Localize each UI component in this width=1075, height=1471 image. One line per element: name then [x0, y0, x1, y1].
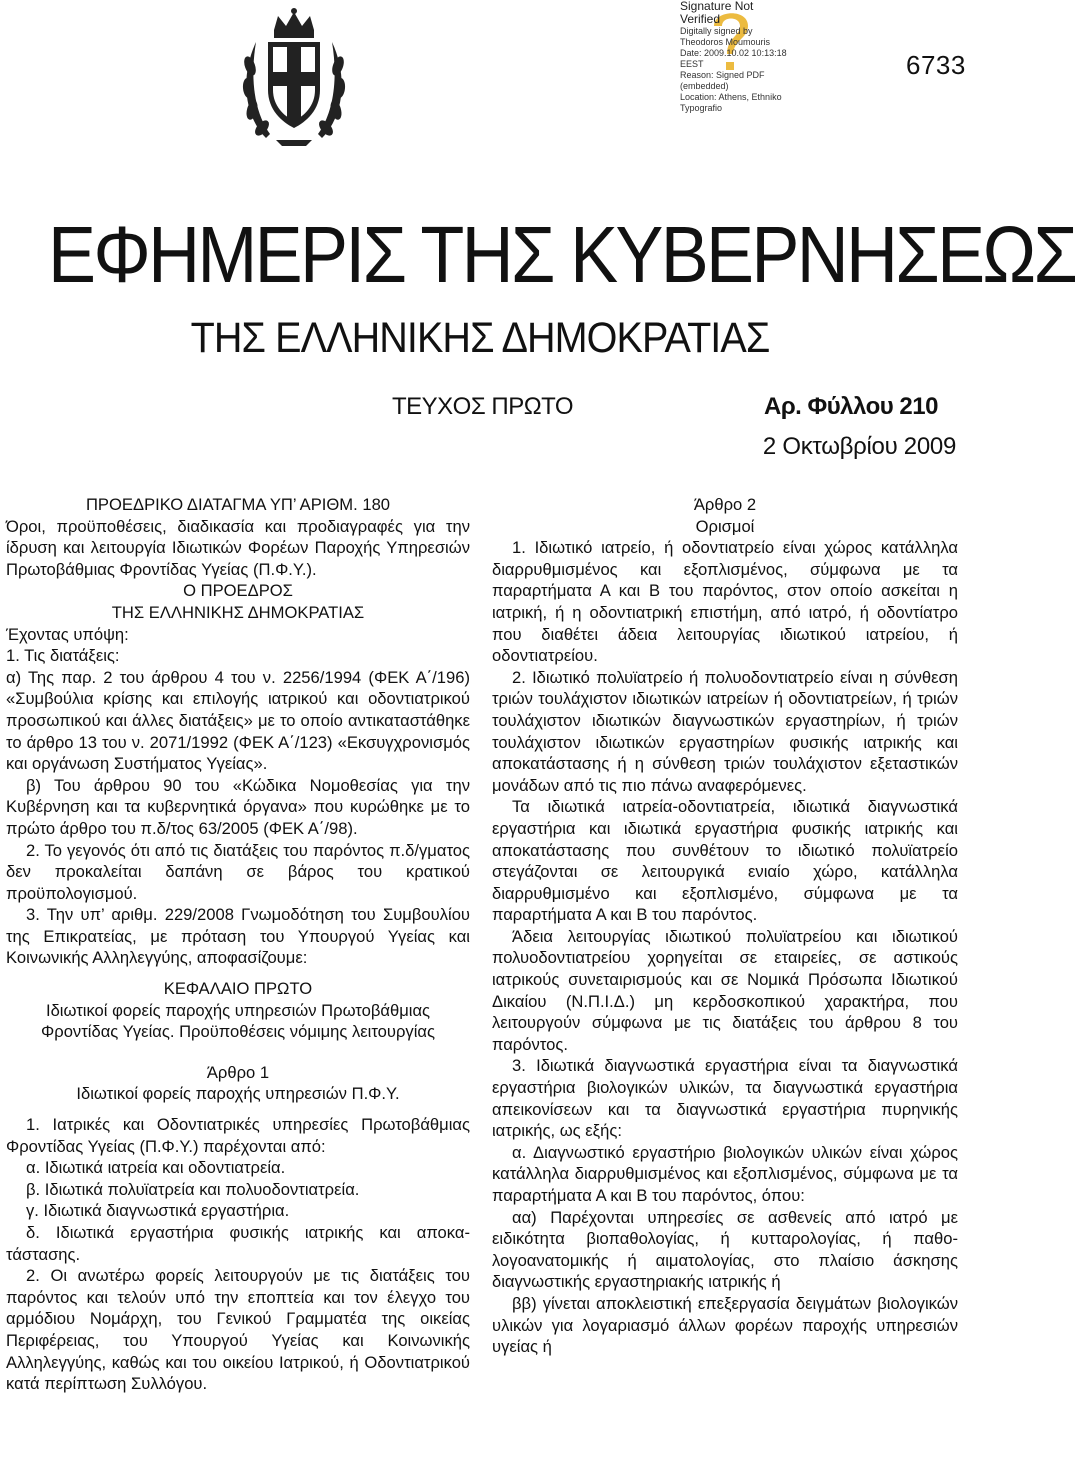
article-heading: Άρθρο 2	[693, 495, 757, 514]
signature-line: EEST	[680, 59, 704, 69]
paragraph: Άδεια λειτουργίας ιδιωτικού πολυϊατρείου και ιδιωτικού πολυοδοντιατρείου χορηγείται σε εταιρείες, σε αστικούς ιατρικούς συνεταιρισμούς και σε Νομικά Πρόσωπα Ιδιωτικού Δικαίου (Ν.Π.Ι.Δ.) μη κερδοσκοπικού χαρακτήρα, που λειτουργούν σύμφωνα με τις διατάξεις του άρθρου 8 του παρόντος.	[492, 926, 958, 1054]
signature-line: Digitally signed by	[680, 26, 753, 36]
issue-date: 2 Οκτωβρίου 2009	[762, 433, 956, 460]
paragraph: 2. Το γεγονός ότι από τις διατάξεις του παρόντος π.δ/γματος δεν προκαλείται δαπάνη σε βάρος του κρατικού προϋπολογισμού.	[6, 840, 470, 903]
page-number: 6733	[906, 50, 966, 80]
decree-title: Όροι, προϋποθέσεις, διαδικασία και προδιαγραφές για την ίδρυση και λειτουργία Ιδιωτικών Φορέων Παροχής Υπηρεσιών Πρωτοβάθμιας Φροντίδας Υγείας (Π.Φ.Υ.).	[6, 516, 470, 579]
paragraph: 1. Ιατρικές και Οδοντιατρικές υπηρεσίες Πρωτοβάθμιας Φροντίδας Υγείας (Π.Φ.Υ.) παρέχονται από:	[6, 1115, 470, 1156]
masthead-title: ΕΦΗΜΕΡΙΣ ΤΗΣ ΚΥΒΕΡΝΗΣΕΩΣ	[48, 210, 1075, 299]
paragraph: 2. Οι ανωτέρω φορείς λειτουργούν με τις διατάξεις του παρόντος και τελούν υπό την εποπτεία και τον έλεγχο του αρμόδιου Νομάρχη, του Γενικού Γραμματέα της οικείας Περιφέρειας, του Υπουργού Υγείας και Κοινωνικής Αλληλεγγύης, καθώς και του οικείου Ιατρικού, ή Οδοντιατρικού κατά περίπτωση Συλλόγου.	[6, 1266, 470, 1394]
president-heading: Ο ΠΡΟΕΔΡΟΣ	[183, 581, 293, 601]
paragraph: 3. Ιδιωτικά διαγνωστικά εργαστήρια είναι τα διαγνωστικά εργαστήρια βιολογικών υλικών, τα διαγνωστικά εργαστήρια απεικονίσεων και τα διαγνωστικά εργαστήρια πυρηνικής ιατρικής, ως εξής:	[492, 1056, 958, 1141]
masthead-subtitle: ΤΗΣ ΕΛΛΗΝΙΚΗΣ ΔΗΜΟΚΡΑΤΙΑΣ	[190, 314, 770, 362]
paragraph: Τα ιδιωτικά ιατρεία-οδοντιατρεία, ιδιωτικά διαγνωστικά εργαστήρια και ιδιωτικά εργαστήρια φυσικής ιατρικής και αποκατάστασης που συνθέτουν το ιδιωτικό πολυϊατρείο στεγάζονται σε λειτουργικά ενιαίο χώρο, κατάλληλα διαρρυθμισμένο και εξοπλισμένο, σύμφωνα με τα παραρτήματα Α και Β του παρόντος.	[492, 797, 958, 925]
signature-line: Location: Athens, Ethniko	[680, 92, 782, 102]
republic-heading: ΤΗΣ ΕΛΛΗΝΙΚΗΣ ΔΗΜΟΚΡΑΤΙΑΣ	[111, 602, 365, 622]
issue-label: ΤΕΥΧΟΣ ΠΡΩΤΟ	[392, 393, 574, 420]
paragraph: α) Της παρ. 2 του άρθρου 4 του ν. 2256/1994 (ΦΕΚ Α΄/196) «Συμβούλια κρίσης και επιλογής ιατρικού και οδοντιατρικού προσωπικού και άλλες διατάξεις» με το οποίο αντικαταστάθηκε το άρθρο 13 του ν. 2071/1992 (ΦΕΚ Α΄/123) «Εκσυγχρονισμός και οργάνωση Συστήματος Υγείας».	[6, 667, 470, 774]
decree-number: ΠΡΟΕΔΡΙΚΟ ΔΙΑΤΑΓΜΑ ΥΠ’ ΑΡΙΘΜ. 180	[85, 495, 391, 514]
signature-line: Theodoros Moumouris	[680, 37, 771, 47]
signature-line: Date: 2009.10.02 10:13:18	[680, 48, 787, 58]
right-column	[492, 494, 958, 1358]
paragraph: 1. Ιδιωτικό ιατρείο, ή οδοντιατρείο είναι χώρος κατάλληλα διαρρυθμισμένος και εξοπλισμένος, σύμφωνα με τα παραρτήματα Α και Β του παρόντος, στον οποίο ασκείται η ιατρική, ή η οδοντιατρική επιστήμη, από ιατρό, ή οδοντίατρο που διαθέτει άδεια λειτουργίας ιδιωτικού ιατρείου, ή οδοντιατρείου.	[492, 538, 958, 666]
signature-line: (embedded)	[680, 81, 729, 91]
list-item: β. Ιδιωτικά πολυϊατρεία και πολυοδοντιατρεία.	[26, 1179, 360, 1199]
article-title: Ορισμοί	[695, 516, 755, 536]
paragraph: Έχοντας υπόψη:	[6, 624, 129, 644]
paragraph: 1. Τις διατάξεις:	[6, 646, 120, 666]
digital-signature-block[interactable]	[680, 0, 790, 114]
paragraph: 2. Ιδιωτικό πολυϊατρείο ή πολυοδοντιατρείο είναι η σύνθεση τριών τουλάχιστον ιδιωτικών ιατρείων ή οδοντιατρείων, ή τριών τουλάχιστον ιδιωτικών διαγνωστικών εργαστηρίων, ή τριών τουλάχιστον ιδιωτικών εργαστηρίων φυσικής ιατρικής και αποκατάστασης ή η σύνθεση τριών τουλάχιστον εξεταστικών μονάδων από τις πιο πάνω αναφερόμενες.	[492, 667, 958, 795]
article-title: Ιδιωτικοί φορείς παροχής υπηρεσιών Π.Φ.Υ.	[76, 1084, 400, 1104]
paragraph: β) Του άρθρου 90 του «Κώδικα Νομοθεσίας για την Κυβέρνηση και τα κυβερνητικά όργανα» που κυρώθηκε με το πρώτο άρθρο του π.δ/τος 63/2005 (ΦΕΚ Α΄/98).	[6, 775, 470, 838]
left-column	[6, 494, 470, 1395]
chapter-title: Ιδιωτικοί φορείς παροχής υπηρεσιών Πρωτοβάθμιας Φροντίδας Υγείας. Προϋποθέσεις νόμιμης λειτουργίας	[41, 1000, 435, 1042]
list-item: γ. Ιδιωτικά διαγνωστικά εργαστήρια.	[26, 1201, 290, 1221]
sheet-number: Αρ. Φύλλου 210	[764, 393, 938, 420]
list-item: δ. Ιδιωτικά εργαστήρια φυσικής ιατρικής και αποκατάστασης.	[6, 1223, 470, 1264]
list-item: α. Ιδιωτικά ιατρεία και οδοντιατρεία.	[26, 1158, 286, 1178]
article-heading: Άρθρο 1	[206, 1062, 270, 1082]
paragraph: 3. Την υπ’ αριθμ. 229/2008 Γνωμοδότηση του Συμβουλίου της Επικρατείας, με πρόταση του Υπουργού Υγείας και Κοινωνικής Αλληλεγγύης, αποφασίζουμε:	[6, 905, 470, 968]
signature-title: Signature Not Verified	[680, 0, 754, 26]
coat-of-arms-emblem	[236, 6, 352, 148]
paragraph: ββ) γίνεται αποκλειστική επεξεργασία δειγμάτων βιολογικών υλικών για λογαριασμό άλλων φορέων παροχής υπηρεσιών υγείας ή	[492, 1293, 958, 1357]
paragraph: α. Διαγνωστικό εργαστήριο βιολογικών υλικών είναι χώρος κατάλληλα διαρρυθμισμένος και εξοπλισμένος, σύμφωνα με τα παραρτήματα Α και Β του παρόντος, όπου:	[492, 1142, 958, 1205]
chapter-heading: ΚΕΦΑΛΑΙΟ ΠΡΩΤΟ	[163, 979, 313, 999]
signature-line: Typografio	[680, 103, 723, 113]
signature-line: Reason: Signed PDF	[680, 70, 765, 80]
paragraph: αα) Παρέχονται υπηρεσίες σε ασθενείς από ιατρό με ειδικότητα βιοπαθολογίας, ή κυτταρολογίας, ή παθολογοανατομικής ή αιματολογίας, στο πλαίσιο άσκησης διαγνωστικής εργαστηριακής ιατρικής ή	[492, 1207, 958, 1292]
